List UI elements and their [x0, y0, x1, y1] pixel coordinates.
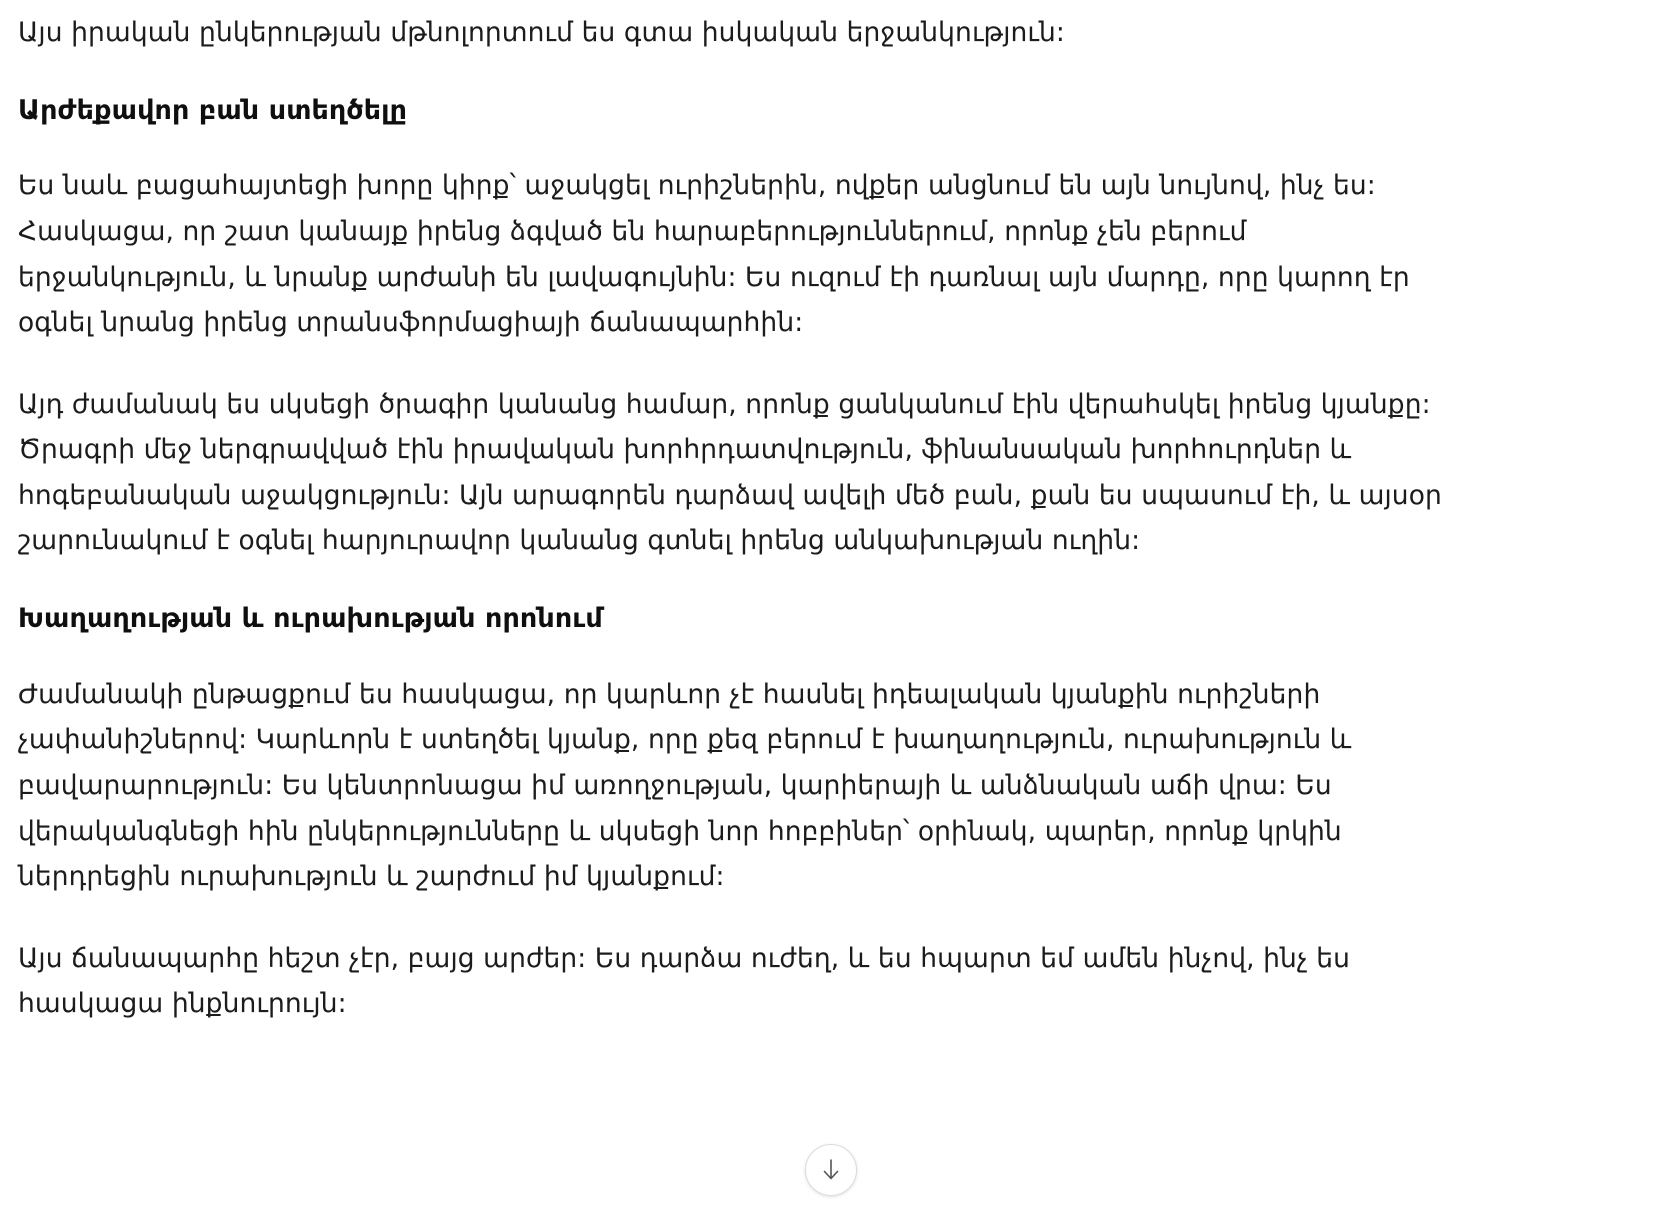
- paragraph: Ես նաև բացահայտեցի խորը կիրք՝ աջակցել ուրիշներին, ովքեր անցնում են այն նույնով, ինչ ես: Հասկացա, որ շատ կանայք իրենց ձգված են հարաբերություններում, որոնք չեն բերում երջանկություն, և նրանք արժանի են լավագույնին: Ես ուզում էի դառնալ այն մարդը, որը կարող էր օգնել նրանց իրենց տրանսֆորմացիայի ճանապարհին:: [18, 170, 1410, 339]
- paragraph: Այդ ժամանակ ես սկսեցի ծրագիր կանանց համար, որոնք ցանկանում էին վերահսկել իրենց կյանքը: Ծրագրի մեջ ներգրավված էին իրավական խորհրդատվություն, ֆինանսական խորհուրդներ և հոգեբանական աջակցություն: Այն արագորեն դարձավ ավելի մեծ բան, քան ես սպասում էի, և այսօր շարունակում է օգնել հարյուրավոր կանանց գտնել իրենց անկախության ուղին:: [18, 388, 1442, 557]
- article-body: [18, 10, 1472, 1027]
- paragraph: Այս իրական ընկերության մթնոլորտում ես գտա իսկական երջանկություն:: [18, 17, 1065, 48]
- paragraph: Ժամանակի ընթացքում ես հասկացա, որ կարևոր չէ հասնել իդեալական կյանքին ուրիշների չափանիշներով: Կարևորն է ստեղծել կյանք, որը քեզ բերում է խաղաղություն, ուրախություն և բավարարություն: Ես կենտրոնացա իմ առողջության, կարիերայի և անձնական աճի վրա: Ես վերականգնեցի հին ընկերությունները և սկսեցի նոր հոբբիներ՝ օրինակ, պարեր, որոնք կրկին ներդրեցին ուրախություն և շարժում իմ կյանքում:: [18, 678, 1352, 893]
- scroll-down-button[interactable]: [805, 1144, 857, 1196]
- section-heading: Արժեքավոր բան ստեղծելը: [18, 94, 408, 126]
- arrow-down-icon: [818, 1156, 844, 1184]
- paragraph: Այս ճանապարհը հեշտ չէր, բայց արժեր: Ես դարձա ուժեղ, և ես հպարտ եմ ամեն ինչով, ինչ ես հասկացա ինքնուրույն:: [18, 942, 1351, 1020]
- section-heading: Խաղաղության և ուրախության որոնում: [18, 603, 603, 634]
